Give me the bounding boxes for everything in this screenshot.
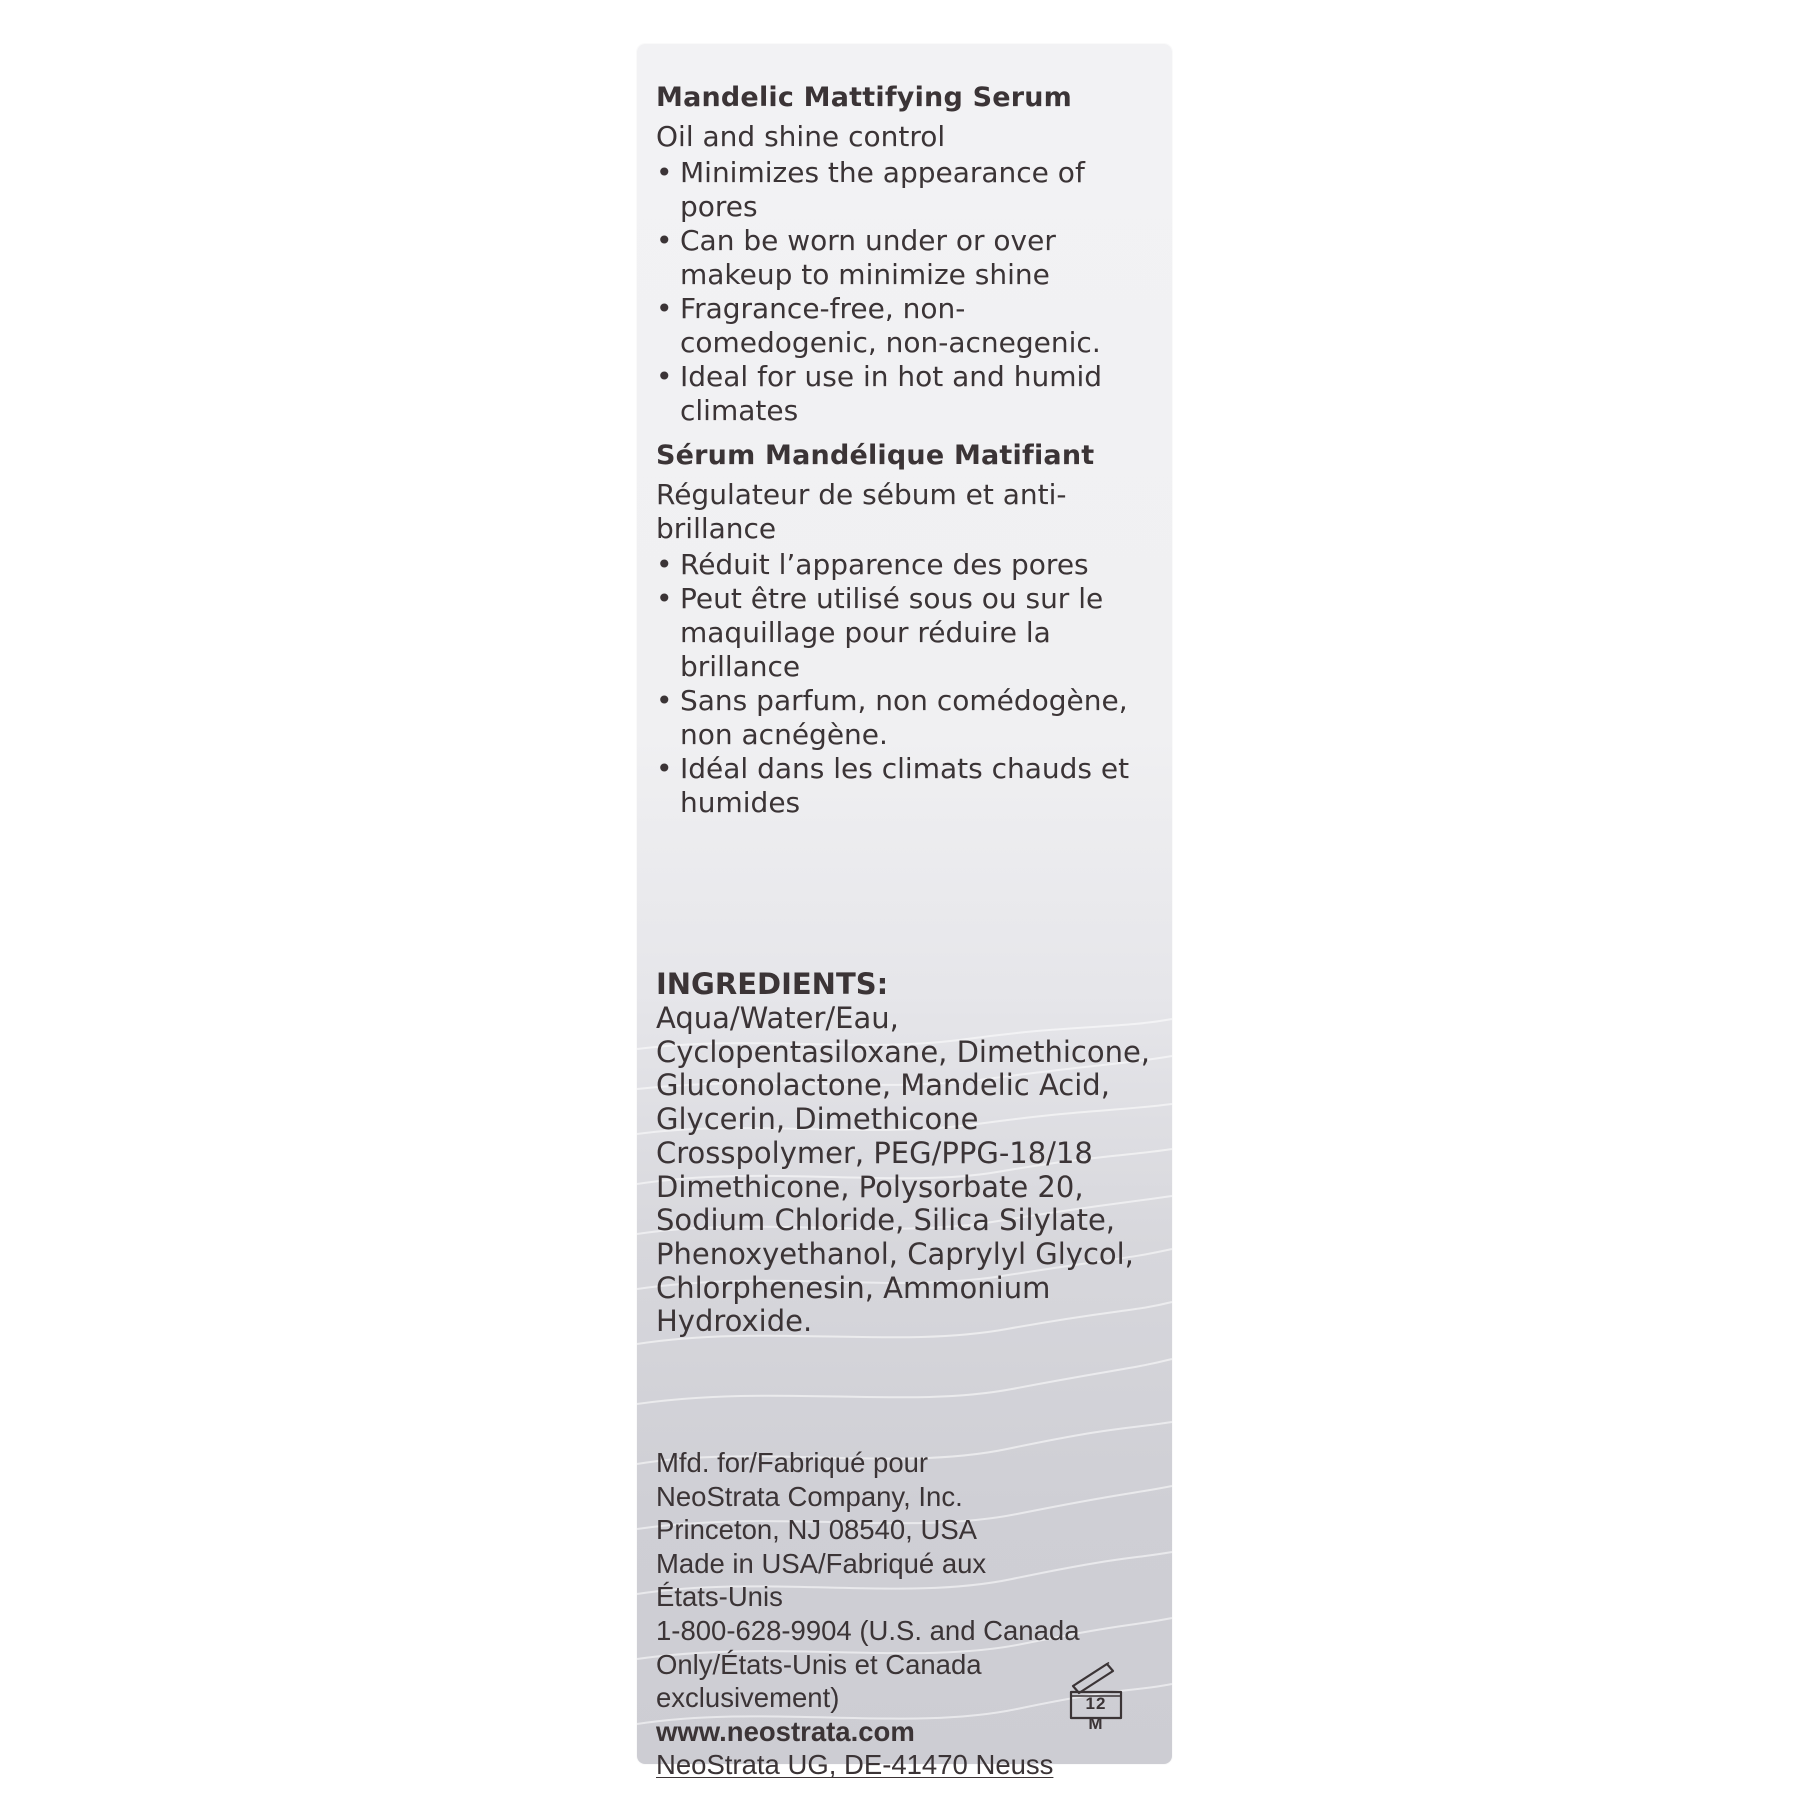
manufacturer-line: NeoStrata Company, Inc.: [656, 1480, 963, 1512]
list-item: • Réduit l’apparence des pores: [656, 548, 1089, 581]
bullet-dot-icon: •: [656, 360, 673, 393]
bullet-dot-icon: •: [656, 224, 673, 257]
english-bullet-list: [656, 156, 1161, 428]
ingredients-title: INGREDIENTS:: [656, 967, 889, 1001]
ingredients-section: [656, 966, 1161, 1339]
list-item: • Sans parfum, non comédogène, non acnégène.: [656, 684, 1128, 751]
eu-address: NeoStrata UG, DE-41470 Neuss: [656, 1749, 1054, 1781]
list-item: • Peut être utilisé sous ou sur le maquillage pour réduire la brillance: [656, 582, 1104, 683]
french-title: Sérum Mandélique Matifiant: [656, 440, 1095, 471]
manufacturer-line: Princeton, NJ 08540, USA: [656, 1514, 978, 1546]
manufacturer-line: Made in USA/Fabriqué aux: [656, 1547, 987, 1579]
ingredients-list: Aqua/Water/Eau, Cyclopentasiloxane, Dimethicone, Gluconolactone, Mandelic Acid, Glycerin, Dimethicone Crosspolymer, PEG/PPG-18/18 Dimethicone, Polysorbate 20, Sodium Chloride, Silica Silylate, Phenoxyethanol, Caprylyl Glycol, Chlorphenesin, Ammonium Hydroxide.: [656, 1001, 1151, 1339]
list-item: • Minimizes the appearance of pores: [656, 156, 1085, 223]
french-subtitle: Régulateur de sébum et anti-brillance: [656, 478, 1067, 545]
period-after-opening-symbol: [1063, 1662, 1127, 1733]
list-item: • Ideal for use in hot and humid climates: [656, 360, 1103, 427]
bullet-dot-icon: •: [656, 156, 673, 189]
english-title: Mandelic Mattifying Serum: [656, 82, 1072, 113]
bullet-dot-icon: •: [656, 292, 673, 325]
website-link[interactable]: www.neostrata.com: [656, 1715, 915, 1747]
french-bullet-list: [656, 548, 1161, 820]
bullet-dot-icon: •: [656, 548, 673, 581]
manufacturer-line: exclusivement): [656, 1682, 840, 1714]
manufacturer-line: 1-800-628-9904 (U.S. and Canada: [656, 1614, 1080, 1646]
manufacturer-line: États-Unis: [656, 1581, 783, 1613]
claims-section: [656, 80, 1161, 820]
list-item: • Can be worn under or over makeup to minimize shine: [656, 224, 1056, 291]
bullet-dot-icon: •: [656, 684, 673, 717]
bullet-dot-icon: •: [656, 582, 673, 615]
english-subtitle: Oil and shine control: [656, 120, 946, 153]
list-item: • Fragrance-free, non-comedogenic, non-acnegenic.: [656, 292, 1101, 359]
product-label-panel: [637, 44, 1172, 1781]
manufacturer-line: Mfd. for/Fabriqué pour: [656, 1447, 929, 1478]
manufacturer-line: Only/États-Unis et Canada: [656, 1648, 982, 1680]
list-item: • Idéal dans les climats chauds et humides: [656, 752, 1130, 819]
bullet-dot-icon: •: [656, 752, 673, 785]
pao-label: 12 M: [1085, 1694, 1107, 1733]
